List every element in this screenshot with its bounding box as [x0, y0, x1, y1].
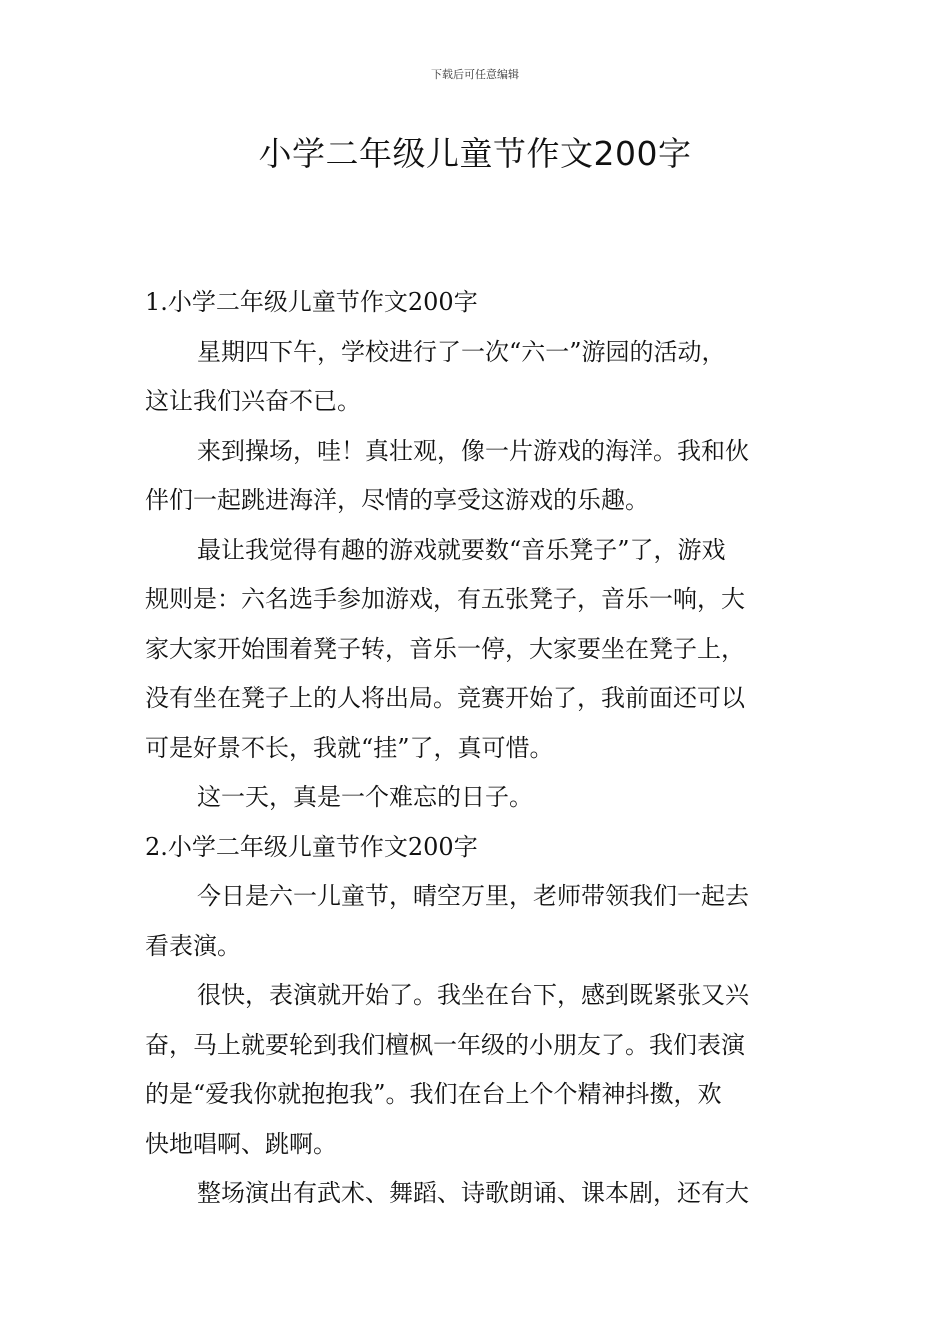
paragraph-line: 最让我觉得有趣的游戏就要数“音乐凳子”了，游戏: [197, 535, 726, 564]
paragraph-line: 家大家开始围着凳子转，音乐一停，大家要坐在凳子上，: [145, 634, 745, 663]
paragraph-line: 今日是六一儿童节，晴空万里，老师带领我们一起去: [197, 882, 749, 910]
section-heading-1: 1.小学二年级儿童节作文200字: [145, 288, 478, 316]
paragraph-line: 整场演出有武术、舞蹈、诗歌朗诵、课本剧，还有大: [197, 1179, 749, 1207]
section-heading-2: 2.小学二年级儿童节作文200字: [145, 832, 478, 861]
paragraph-line: 来到操场，哇！真壮观，像一片游戏的海洋。我和伙: [197, 436, 749, 465]
paragraph-line: 很快，表演就开始了。我坐在台下，感到既紧张又兴: [197, 981, 749, 1009]
paragraph-line: 看表演。: [145, 931, 241, 960]
paragraph-line: 没有坐在凳子上的人将出局。竞赛开始了，我前面还可以: [145, 684, 745, 712]
paragraph-line: 可是好景不长，我就“挂”了，真可惜。: [145, 733, 554, 762]
paragraph-line: 规则是：六名选手参加游戏，有五张凳子，音乐一响，大: [145, 585, 745, 613]
paragraph-line: 的是“爱我你就抱抱我”。我们在台上个个精神抖擞，欢: [145, 1080, 722, 1108]
document-title: 小学二年级儿童节作文200字: [258, 134, 692, 173]
paragraph-line: 快地唱啊、跳啊。: [145, 1129, 337, 1158]
paragraph-line: 星期四下午，学校进行了一次“六一”游园的活动，: [197, 337, 726, 366]
paragraph: [145, 1169, 807, 1219]
paragraph: [145, 526, 807, 774]
paragraph: [145, 773, 807, 823]
document-body: [145, 278, 807, 1219]
header-note: 下载后可任意编辑: [431, 68, 519, 81]
paragraph: [145, 872, 807, 971]
paragraph: [145, 328, 807, 427]
paragraph-line: 伴们一起跳进海洋，尽情的享受这游戏的乐趣。: [145, 486, 649, 514]
paragraph-line: 奋，马上就要轮到我们檀枫一年级的小朋友了。我们表演: [145, 1030, 745, 1059]
paragraph-line: 这一天，真是一个难忘的日子。: [197, 783, 533, 811]
paragraph-line: 这让我们兴奋不已。: [145, 387, 361, 415]
paragraph: [145, 427, 807, 526]
paragraph: [145, 971, 807, 1169]
